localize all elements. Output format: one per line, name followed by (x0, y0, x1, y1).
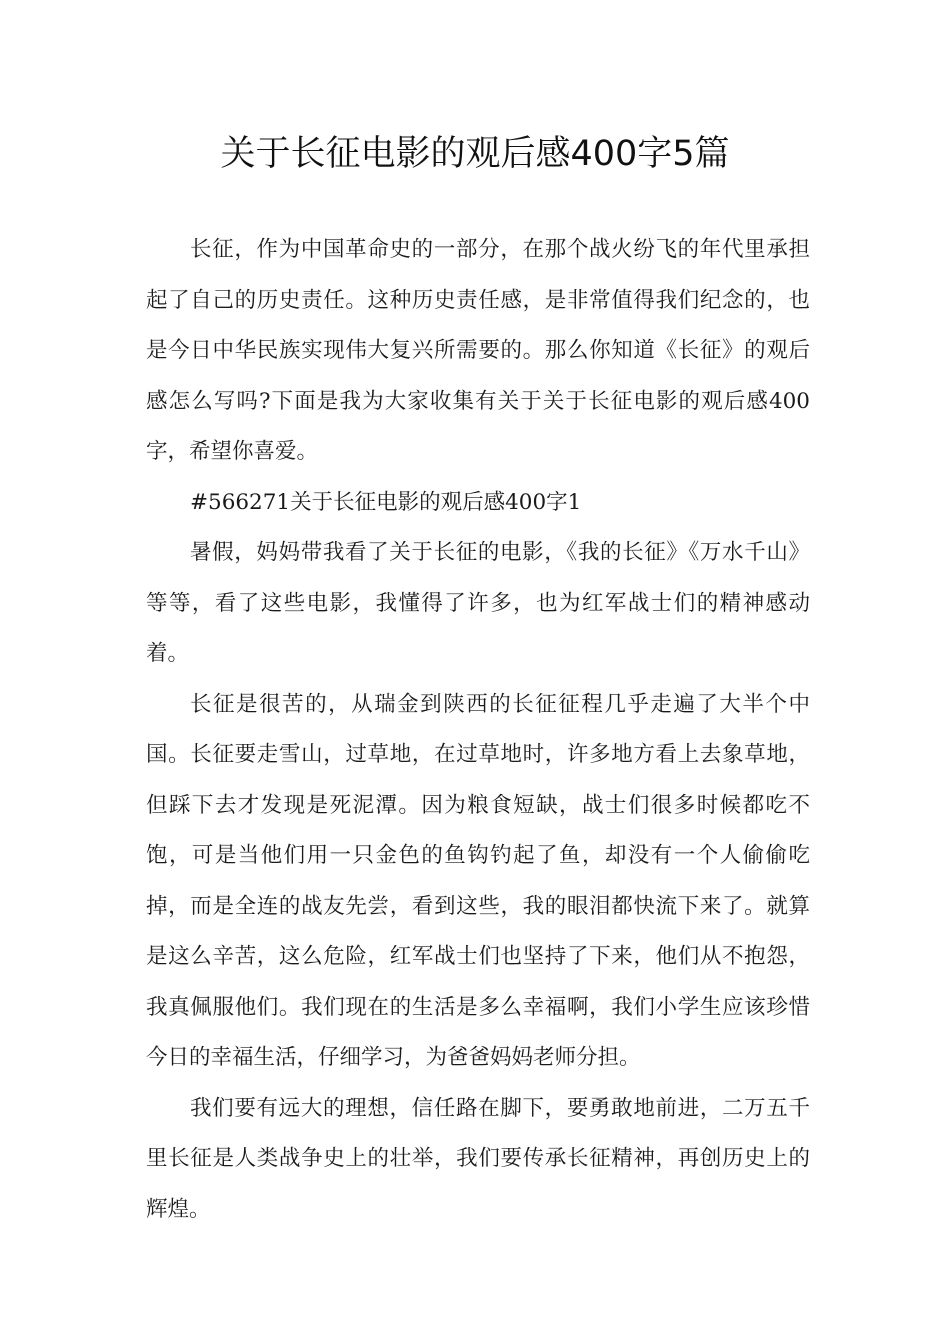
section-heading: #566271关于长征电影的观后感400字1 (190, 489, 582, 515)
document-title: 关于长征电影的观后感400字5篇 (220, 134, 730, 174)
document-body (146, 225, 810, 1235)
body-paragraph-1: 暑假，妈妈带我看了关于长征的电影，《我的长征》《万水千山》等等，看了这些电影，我懂得了许多，也为红军战士们的精神感动着。 (146, 540, 810, 666)
intro-paragraph: 长征，作为中国革命史的一部分，在那个战火纷飞的年代里承担起了自己的历史责任。这种历史责任感，是非常值得我们纪念的，也是今日中华民族实现伟大复兴所需要的。那么你知道《长征》的观后感怎么写吗?下面是我为大家收集有关于关于长征电影的观后感400字，希望你喜爱。 (146, 237, 810, 464)
body-paragraph-2: 长征是很苦的，从瑞金到陕西的长征征程几乎走遍了大半个中国。长征要走雪山，过草地，在过草地时，许多地方看上去象草地，但踩下去才发现是死泥潭。因为粮食短缺，战士们很多时候都吃不饱，可是当他们用一只金色的鱼钩钓起了鱼，却没有一个人偷偷吃掉，而是全连的战友先尝，看到这些，我的眼泪都快流下来了。就算是这么辛苦，这么危险，红军战士们也坚持了下来，他们从不抱怨，我真佩服他们。我们现在的生活是多么幸福啊，我们小学生应该珍惜今日的幸福生活，仔细学习，为爸爸妈妈老师分担。 (146, 691, 810, 1070)
body-paragraph-3: 我们要有远大的理想，信任路在脚下，要勇敢地前进，二万五千里长征是人类战争史上的壮举，我们要传承长征精神，再创历史上的辉煌。 (146, 1095, 810, 1222)
